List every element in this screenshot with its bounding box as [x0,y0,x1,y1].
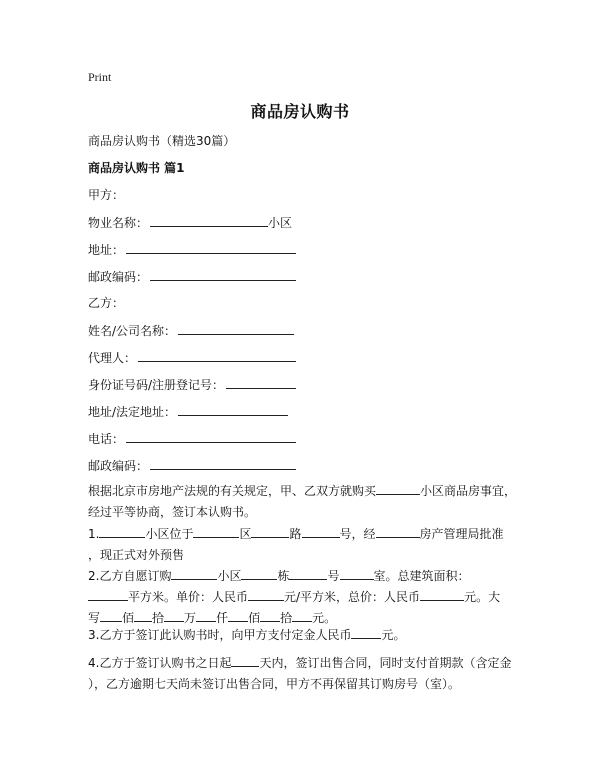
clause-4-row-2: ），乙方逾期七天尚未签订出售合同，甲方不再保留其订购房号（室）。 [88,677,461,691]
party-b-address-field [88,403,288,420]
party-b-agent-label: 代理人： [88,351,137,365]
intro-paragraph [88,481,518,523]
party-b-phone-field [88,430,296,447]
clause-blank [100,610,122,622]
document-subtitle: 商品房认购书（精选30篇） [88,134,236,148]
intro-text-2: 小区商品房事宜， [420,484,517,498]
clause-blank [351,627,381,639]
party-a-postcode-label: 邮政编码： [88,270,149,284]
party-a-postcode-field [88,268,296,285]
party-b-address-label: 地址/法定地址： [88,405,177,419]
clause-text: 佰 [248,611,261,625]
party-b-id-blank [226,376,296,389]
clause-text: 号 [327,569,340,583]
page-title: 商品房认购书 [250,102,350,121]
section-heading: 商品房认购书 篇1 [88,161,185,175]
clause-text: 号，经 [339,527,376,541]
clause-3 [88,625,518,646]
intro-row-1 [88,481,518,502]
clause-text: 元。 [312,611,337,625]
clause-blank [289,568,327,580]
party-a-label: 甲方： [88,188,125,202]
clause-text: 2.乙方自愿订购 [88,569,172,583]
intro-row-2: 经过平等协商，签订本认购书。 [88,505,257,519]
party-b-postcode-blank [150,457,296,470]
party-b-name-blank [178,322,294,335]
clause-blank [260,610,280,622]
clause-blank [193,526,239,538]
party-b-postcode-field [88,457,296,474]
clause-3-row-1 [88,625,518,646]
property-name-field [88,214,292,231]
clause-text: 元/平方米，总价：人民币 [284,590,421,604]
party-b-name-label: 姓名/公司名称： [88,324,177,338]
clause-1-number: 1. [88,527,100,541]
clause-blank [196,610,216,622]
clause-2-row-1 [88,566,518,587]
party-b-label: 乙方： [88,296,125,310]
clause-text: 仟 [216,611,229,625]
clause-1-row-2: ，现正式对外预售 [88,548,185,562]
intro-blank [376,483,420,495]
clause-text: 拾 [280,611,293,625]
party-b-agent-blank [138,349,296,362]
party-b-phone-blank [126,430,296,443]
clause-4-row-1 [88,653,518,674]
property-name-label: 物业名称： [88,216,149,230]
clause-blank [171,568,217,580]
clause-text: 栋 [277,569,290,583]
clause-2-row-2 [88,587,518,608]
clause-blank [99,526,145,538]
clause-text: 路 [289,527,302,541]
clause-text: 元。大 [464,590,501,604]
clause-blank [88,589,128,601]
clause-2 [88,566,518,629]
clause-text: 天内，签订出售合同，同时支付首期款（含定金 [259,656,512,670]
clause-text: 4.乙方于签订认购书之日起 [88,656,232,670]
clause-blank [292,610,312,622]
clause-text: 平方米。单价：人民币 [128,590,249,604]
clause-text: 室。总建筑面积： [373,569,470,583]
party-b-agent-field [88,349,296,366]
clause-blank [420,589,464,601]
party-b-id-label: 身份证号码/注册登记号： [88,378,225,392]
clause-text: 拾 [152,611,165,625]
clause-blank [340,568,374,580]
clause-text: 佰 [122,611,135,625]
clause-blank [231,655,259,667]
clause-text: 万 [184,611,197,625]
party-b-id-field [88,376,296,393]
party-b-postcode-label: 邮政编码： [88,459,149,473]
clause-blank [134,610,152,622]
property-name-suffix: 小区 [268,216,293,230]
party-a-postcode-blank [150,268,296,281]
clause-1 [88,524,518,566]
party-b-phone-label: 电话： [88,432,125,446]
intro-text-1: 根据北京市房地产法规的有关规定，甲、乙双方就购买 [88,484,377,498]
clause-blank [228,610,248,622]
clause-text: 元。 [381,628,406,642]
clause-blank [251,526,289,538]
party-b-address-blank [178,403,288,416]
clause-blank [241,568,277,580]
clause-blank [376,526,420,538]
clause-text: 房产管理局批准 [419,527,504,541]
clause-text: 写 [88,611,101,625]
clause-text: 区 [239,527,252,541]
property-name-blank [150,214,268,227]
clause-blank [302,526,340,538]
clause-blank [248,589,284,601]
clause-text: 3.乙方于签订此认购书时，向甲方支付定金人民币 [88,628,352,642]
clause-text: 小区 [217,569,242,583]
party-a-address-field [88,241,296,258]
clause-1-row-1 [88,524,518,545]
party-b-name-field [88,322,294,339]
clause-4 [88,653,518,695]
clause-blank [164,610,184,622]
party-a-address-blank [126,241,296,254]
clause-text: 小区位于 [145,527,194,541]
print-label[interactable]: Print [88,70,112,84]
party-a-address-label: 地址： [88,243,125,257]
